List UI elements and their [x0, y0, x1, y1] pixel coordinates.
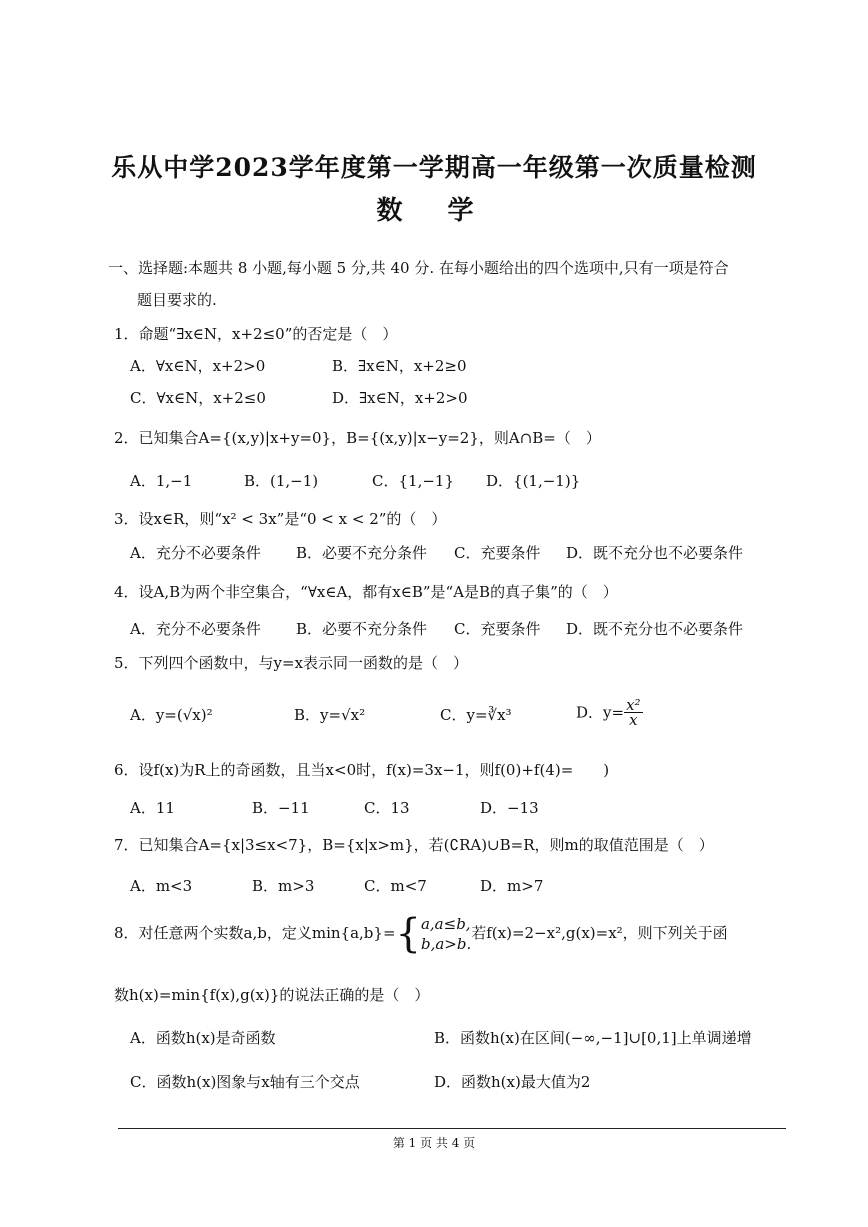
- q8-piecewise-definition: [395, 910, 472, 957]
- q5-option-d: [576, 698, 643, 727]
- page-number: 第 1 页 共 4 页: [392, 1136, 476, 1150]
- question-8-stem-line2: 数h(x)=min{f(x),g(x)}的说法正确的是（ ）: [114, 986, 430, 1004]
- q6-option-a: A．11: [130, 799, 175, 817]
- q8-option-b: B．函数h(x)在区间(−∞,−1]∪[0,1]上单调递增: [434, 1029, 752, 1047]
- q8-left-brace: {: [395, 910, 421, 957]
- q3-option-c: C．充要条件: [454, 544, 541, 562]
- question-7-stem: 7．已知集合A={x|3≤x<7}，B={x|x>m}，若(∁RA)∪B=R，则m的取值范围是（ ）: [114, 836, 714, 854]
- question-6-stem: 6．设f(x)为R上的奇函数，且当x<0时，f(x)=3x−1，则f(0)+f(4)= ): [114, 761, 610, 779]
- section-instructions-line2: 题目要求的.: [137, 291, 217, 309]
- q5-option-b: B．y=√x²: [294, 706, 366, 724]
- q1-option-b: B．∃x∈N，x+2≥0: [332, 357, 467, 375]
- question-3-stem: 3．设x∈R，则“x² < 3x”是“0 < x < 2”的（ ）: [114, 510, 447, 528]
- q6-option-c: C．13: [364, 799, 410, 817]
- question-1-stem: 1．命题“∃x∈N，x+2≤0”的否定是（ ）: [114, 325, 398, 343]
- q5-option-c: C．y=∛x³: [440, 706, 512, 724]
- q4-option-b: B．必要不充分条件: [296, 620, 428, 638]
- q8-stem-prefix: 8．对任意两个实数a,b，定义min{a,b}=: [114, 924, 396, 942]
- question-4-stem: 4．设A,B为两个非空集合，“∀x∈A，都有x∈B”是“A是B的真子集”的（ ）: [114, 583, 618, 601]
- section-instructions-line1: 一、选择题:本题共 8 小题,每小题 5 分,共 40 分. 在每小题给出的四个选项中,只有一项是符合: [108, 259, 729, 277]
- exam-title: 乐从中学2023学年度第一学期高一年级第一次质量检测: [111, 153, 757, 182]
- q5-d-numerator: x²: [626, 696, 641, 714]
- q5-d-denominator: x: [629, 711, 638, 729]
- q3-option-d: D．既不充分也不必要条件: [566, 544, 744, 562]
- question-8-stem: [114, 910, 728, 957]
- q6-option-b: B．−11: [252, 799, 310, 817]
- q2-option-b: B．(1,−1): [244, 472, 319, 490]
- q5-option-d-prefix: D．y=: [576, 703, 625, 722]
- q7-option-a: A．m<3: [130, 877, 193, 895]
- q4-option-d: D．既不充分也不必要条件: [566, 620, 744, 638]
- q2-option-d: D．{(1,−1)}: [486, 472, 581, 490]
- q7-option-c: C．m<7: [364, 877, 427, 895]
- q8-option-a: A．函数h(x)是奇函数: [130, 1029, 276, 1047]
- q8-option-c: C．函数h(x)图象与x轴有三个交点: [130, 1073, 360, 1091]
- q1-option-a: A．∀x∈N，x+2>0: [130, 357, 266, 375]
- q2-option-a: A．1,−1: [130, 472, 193, 490]
- q4-option-c: C．充要条件: [454, 620, 541, 638]
- q8-stem-suffix: 若f(x)=2−x²,g(x)=x²，则下列关于函: [471, 924, 728, 942]
- question-5-stem: 5．下列四个函数中，与y=x表示同一函数的是（ ）: [114, 654, 469, 672]
- subject-title: 数 学: [376, 196, 492, 226]
- q8-piecewise-cases: [421, 914, 471, 954]
- q6-option-d: D．−13: [480, 799, 539, 817]
- q8-case-1: a,a≤b,: [420, 914, 471, 933]
- q2-option-c: C．{1,−1}: [372, 472, 454, 490]
- q3-option-b: B．必要不充分条件: [296, 544, 428, 562]
- q7-option-b: B．m>3: [252, 877, 315, 895]
- q5-option-a: A．y=(√x)²: [130, 706, 213, 724]
- footer-divider: [118, 1128, 786, 1129]
- q8-option-d: D．函数h(x)最大值为2: [434, 1073, 591, 1091]
- q3-option-a: A．充分不必要条件: [130, 544, 261, 562]
- question-2-stem: 2．已知集合A={(x,y)|x+y=0}，B={(x,y)|x−y=2}，则A∩B=（ ）: [114, 429, 601, 447]
- q1-option-d: D．∃x∈N，x+2>0: [332, 389, 468, 407]
- q5-option-d-fraction: [624, 698, 642, 727]
- q7-option-d: D．m>7: [480, 877, 544, 895]
- q8-case-2: b,a>b.: [420, 934, 472, 953]
- q4-option-a: A．充分不必要条件: [130, 620, 261, 638]
- q1-option-c: C．∀x∈N，x+2≤0: [130, 389, 266, 407]
